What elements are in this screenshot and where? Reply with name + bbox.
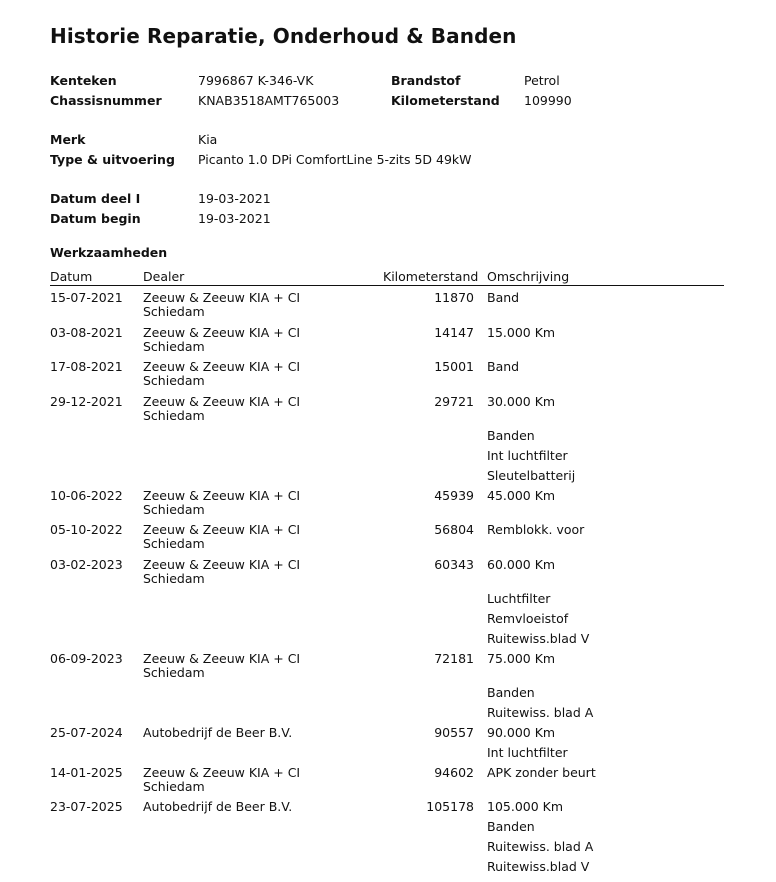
- column-header-kilometerstand: Kilometerstand: [383, 269, 479, 284]
- row-description: Ruitewiss. blad A: [487, 704, 594, 720]
- row-dealer: Schiedam: [143, 664, 205, 680]
- brandstof-value: Petrol: [524, 73, 560, 88]
- row-description: 60.000 Km: [487, 556, 556, 572]
- row-date: 17-08-2021: [50, 359, 123, 374]
- row-dealer: Autobedrijf de Beer B.V.: [143, 799, 293, 814]
- datum-deel-value: 19-03-2021: [198, 191, 271, 206]
- row-description: Banden: [487, 427, 535, 443]
- row-date: 06-09-2023: [50, 650, 123, 666]
- row-description: Luchtfilter: [487, 590, 551, 606]
- row-description: Remvloeistof: [487, 610, 569, 626]
- merk-label: Merk: [50, 132, 86, 147]
- row-description: 30.000 Km: [487, 393, 556, 409]
- row-dealer: Zeeuw & Zeeuw KIA + CI: [143, 764, 301, 780]
- row-dealer: Zeeuw & Zeeuw KIA + CI: [143, 359, 301, 374]
- row-description: 75.000 Km: [487, 650, 556, 666]
- row-description: Int luchtfilter: [487, 744, 568, 760]
- row-kilometerstand: 90557: [434, 724, 474, 740]
- merk-value: Kia: [198, 132, 218, 147]
- row-dealer: Schiedam: [143, 536, 205, 551]
- row-dealer: Zeeuw & Zeeuw KIA + CI: [143, 393, 301, 409]
- row-description: 105.000 Km: [487, 799, 564, 814]
- row-description: Banden: [487, 684, 535, 700]
- row-description: 90.000 Km: [487, 724, 556, 740]
- row-kilometerstand: 105178: [426, 799, 474, 814]
- row-description: Remblokk. voor: [487, 522, 585, 537]
- row-dealer: Schiedam: [143, 570, 205, 586]
- section-title: Werkzaamheden: [50, 245, 168, 260]
- row-dealer: Schiedam: [143, 338, 205, 354]
- row-description: Ruitewiss.blad V: [487, 859, 590, 874]
- row-dealer: Schiedam: [143, 304, 205, 319]
- row-dealer: Schiedam: [143, 778, 205, 794]
- row-kilometerstand: 15001: [434, 359, 474, 374]
- row-kilometerstand: 45939: [434, 487, 474, 503]
- datum-begin-value: 19-03-2021: [198, 211, 271, 226]
- column-header-dealer: Dealer: [143, 269, 185, 284]
- kenteken-value: 7996867 K-346-VK: [198, 73, 314, 88]
- column-header-datum: Datum: [50, 269, 93, 284]
- row-kilometerstand: 14147: [434, 324, 474, 340]
- row-kilometerstand: 94602: [434, 764, 474, 780]
- row-description: Ruitewiss. blad A: [487, 839, 594, 854]
- kilometerstand-label: Kilometerstand: [391, 93, 500, 108]
- row-description: Sleutelbatterij: [487, 467, 576, 483]
- row-kilometerstand: 29721: [434, 393, 474, 409]
- datum-begin-label: Datum begin: [50, 211, 141, 226]
- row-date: 05-10-2022: [50, 522, 123, 537]
- row-kilometerstand: 72181: [434, 650, 474, 666]
- row-description: APK zonder beurt: [487, 764, 596, 780]
- row-dealer: Zeeuw & Zeeuw KIA + CI: [143, 522, 301, 537]
- type-value: Picanto 1.0 DPi ComfortLine 5-zits 5D 49kW: [198, 152, 472, 167]
- row-kilometerstand: 11870: [434, 290, 474, 305]
- row-description: 15.000 Km: [487, 324, 556, 340]
- row-kilometerstand: 60343: [434, 556, 474, 572]
- row-dealer: Zeeuw & Zeeuw KIA + CI: [143, 290, 301, 305]
- page-title: Historie Reparatie, Onderhoud & Banden: [50, 24, 517, 48]
- row-dealer: Schiedam: [143, 407, 205, 423]
- chassis-value: KNAB3518AMT765003: [198, 93, 340, 108]
- row-description: Banden: [487, 819, 535, 834]
- row-dealer: Zeeuw & Zeeuw KIA + CI: [143, 650, 301, 666]
- type-label: Type & uitvoering: [50, 152, 175, 167]
- row-date: 25-07-2024: [50, 724, 123, 740]
- row-date: 23-07-2025: [50, 799, 123, 814]
- row-dealer: Zeeuw & Zeeuw KIA + CI: [143, 487, 301, 503]
- chassis-label: Chassisnummer: [50, 93, 162, 108]
- row-description: Band: [487, 290, 520, 305]
- brandstof-label: Brandstof: [391, 73, 461, 88]
- column-header-omschrijving: Omschrijving: [487, 269, 570, 284]
- row-date: 03-02-2023: [50, 556, 123, 572]
- row-description: Ruitewiss.blad V: [487, 630, 590, 646]
- kilometerstand-value: 109990: [524, 93, 572, 108]
- row-date: 29-12-2021: [50, 393, 123, 409]
- row-description: Band: [487, 359, 520, 374]
- row-description: 45.000 Km: [487, 487, 556, 503]
- row-dealer: Schiedam: [143, 501, 205, 517]
- row-dealer: Zeeuw & Zeeuw KIA + CI: [143, 556, 301, 572]
- row-date: 10-06-2022: [50, 487, 123, 503]
- row-dealer: Autobedrijf de Beer B.V.: [143, 724, 293, 740]
- row-kilometerstand: 56804: [434, 522, 474, 537]
- row-description: Int luchtfilter: [487, 447, 568, 463]
- row-date: 03-08-2021: [50, 324, 123, 340]
- row-date: 15-07-2021: [50, 290, 123, 305]
- row-dealer: Zeeuw & Zeeuw KIA + CI: [143, 324, 301, 340]
- datum-deel-label: Datum deel I: [50, 191, 141, 206]
- row-dealer: Schiedam: [143, 373, 205, 388]
- row-date: 14-01-2025: [50, 764, 123, 780]
- kenteken-label: Kenteken: [50, 73, 117, 88]
